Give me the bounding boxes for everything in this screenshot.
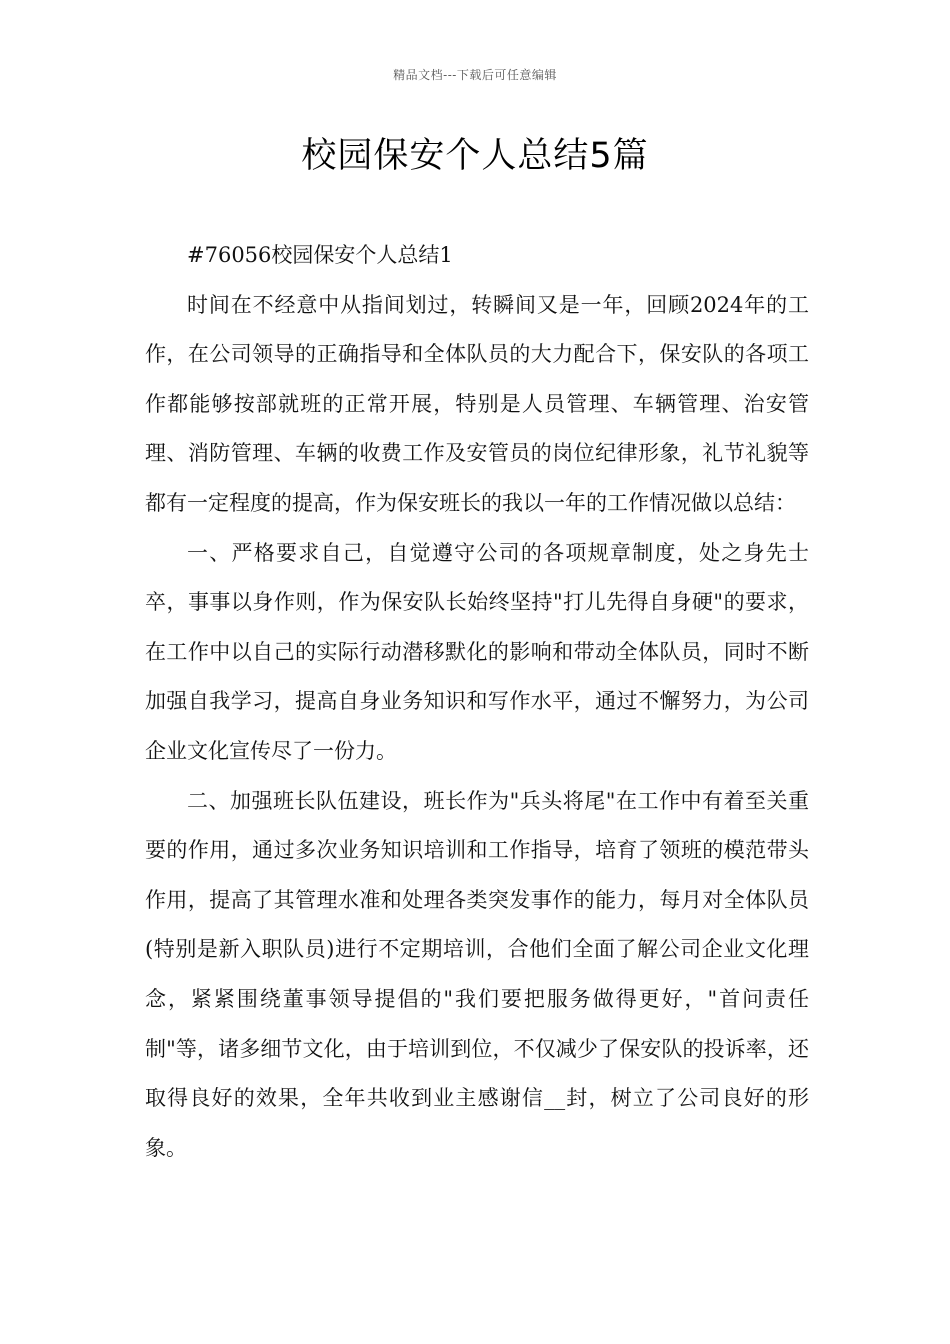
header-note: 精品文档---下载后可任意编辑 [393,68,557,82]
document-title: 校园保安个人总结5篇 [301,136,649,176]
document-body [145,231,809,1173]
section-heading: #76056校园保安个人总结1 [187,243,453,267]
paragraph-intro: 时间在不经意中从指间划过，转瞬间又是一年，回顾2024年的工作，在公司领导的正确指导和全体队员的大力配合下，保安队的各项工作都能够按部就班的正常开展，特别是人员管理、车辆管理、治安管理、消防管理、车辆的收费工作及安管员的岗位纪律形象，礼节礼貌等都有一定程度的提高，作为保安班长的我以一年的工作情况做以总结： [145,292,809,515]
paragraph-point-two: 二、加强班长队伍建设，班长作为"兵头将尾"在工作中有着至关重要的作用，通过多次业务知识培训和工作指导，培育了领班的模范带头作用，提高了其管理水准和处理各类突发事作的能力，每月对全体队员(特别是新入职队员)进行不定期培训，合他们全面了解公司企业文化理念，紧紧围绕董事领导提倡的"我们要把服务做得更好，"首问责任制"等，诸多细节文化，由于培训到位，不仅减少了保安队的投诉率，还取得良好的效果，全年共收到业主感谢信__封，树立了公司良好的形象。 [145,788,809,1160]
paragraph-point-one: 一、严格要求自己，自觉遵守公司的各项规章制度，处之身先士卒，事事以身作则，作为保安队长始终坚持"打儿先得自身硬"的要求，在工作中以自己的实际行动潜移默化的影响和带动全体队员，同时不断加强自我学习，提高自身业务知识和写作水平，通过不懈努力，为公司企业文化宣传尽了一份力。 [145,540,809,763]
